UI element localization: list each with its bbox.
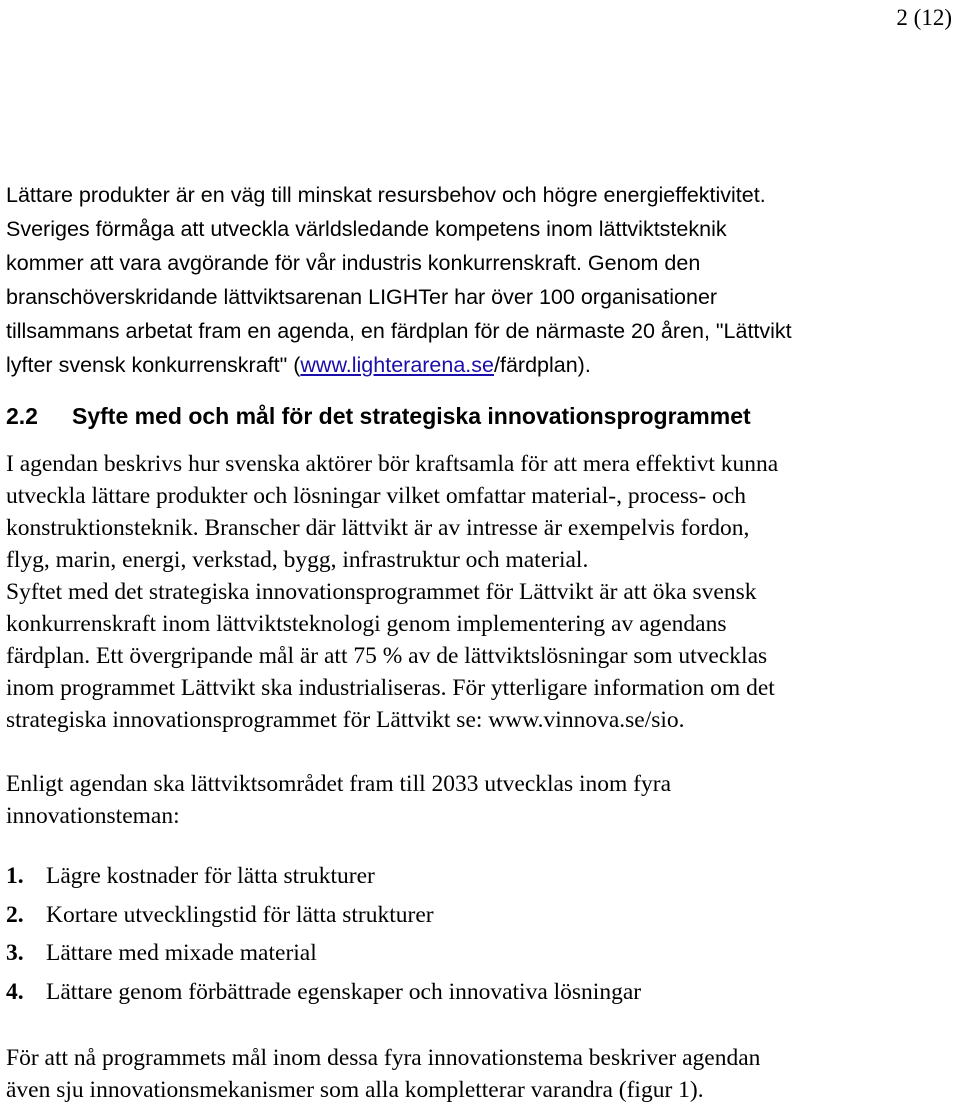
paragraph-line: utveckla lättare produkter och lösningar vilket omfattar material-, process- och <box>6 483 746 509</box>
list-item-number: 4. <box>6 978 24 1005</box>
purpose-paragraph <box>6 448 956 736</box>
themes-list <box>6 860 956 1014</box>
intro-line: branschöverskridande lättviktsarenan LIGHTer har över 100 organisationer <box>6 285 718 309</box>
section-heading <box>6 400 956 432</box>
list-item <box>6 937 956 976</box>
intro-line: Lättare produkter är en väg till minskat resursbehov och högre energieffektivitet. <box>6 183 766 207</box>
paragraph-line: innovationsteman: <box>6 803 180 829</box>
paragraph-line: inom programmet Lättvikt ska industrialiseras. För ytterligare information om det <box>6 675 775 701</box>
intro-paragraph <box>6 178 956 382</box>
list-item-text: Kortare utvecklingstid för lätta strukturer <box>46 901 434 928</box>
intro-text: /färdplan). <box>494 353 591 377</box>
paragraph-line: strategiska innovationsprogrammet för Lättvikt se: www.vinnova.se/sio. <box>6 707 685 733</box>
paragraph-line: För att nå programmets mål inom dessa fyra innovationstema beskriver agendan <box>6 1045 761 1071</box>
section-title: Syfte med och mål för det strategiska innovationsprogrammet <box>72 403 751 429</box>
paragraph-line: flyg, marin, energi, verkstad, bygg, infrastruktur och material. <box>6 547 589 573</box>
paragraph-line: konstruktionsteknik. Branscher där lättvikt är av intresse är exempelvis fordon, <box>6 515 750 541</box>
mechanisms-paragraph <box>6 1042 956 1106</box>
page-number: 2 (12) <box>896 5 952 30</box>
intro-line: tillsammans arbetat fram en agenda, en färdplan för de närmaste 20 åren, "Lättvikt <box>6 319 792 343</box>
paragraph-line: I agendan beskrivs hur svenska aktörer bör kraftsamla för att mera effektivt kunna <box>6 451 779 477</box>
list-item-text: Lägre kostnader för lätta strukturer <box>46 863 375 889</box>
intro-text: lyfter svensk konkurrenskraft" ( <box>6 353 301 377</box>
list-item <box>6 976 956 1015</box>
intro-line-last <box>6 348 956 382</box>
paragraph-line: Syftet med det strategiska innovationsprogrammet för Lättvikt är att öka svensk <box>6 579 757 605</box>
paragraph-line: Enligt agendan ska lättviktsområdet fram till 2033 utvecklas inom fyra <box>6 771 672 797</box>
list-item-text: Lättare med mixade material <box>46 940 317 966</box>
intro-line: Sveriges förmåga att utveckla världsledande kompetens inom lättviktsteknik <box>6 217 727 241</box>
list-item-text: Lättare genom förbättrade egenskaper och innovativa lösningar <box>46 978 642 1005</box>
paragraph-line: färdplan. Ett övergripande mål är att 75 % av de lättviktslösningar som utvecklas <box>6 643 768 669</box>
list-item-number: 1. <box>6 863 24 889</box>
paragraph-line: konkurrenskraft inom lättviktsteknologi genom implementering av agendans <box>6 611 727 637</box>
list-item <box>6 899 956 938</box>
lighterarena-link[interactable]: www.lighterarena.se <box>300 353 494 377</box>
section-number: 2.2 <box>6 403 38 429</box>
list-item-number: 3. <box>6 940 24 966</box>
paragraph-line: även sju innovationsmekanismer som alla kompletterar varandra (figur 1). <box>6 1077 704 1103</box>
list-item-number: 2. <box>6 901 24 928</box>
list-item <box>6 860 956 899</box>
themes-intro-paragraph <box>6 768 956 832</box>
intro-line: kommer att vara avgörande för vår industris konkurrenskraft. Genom den <box>6 251 701 275</box>
